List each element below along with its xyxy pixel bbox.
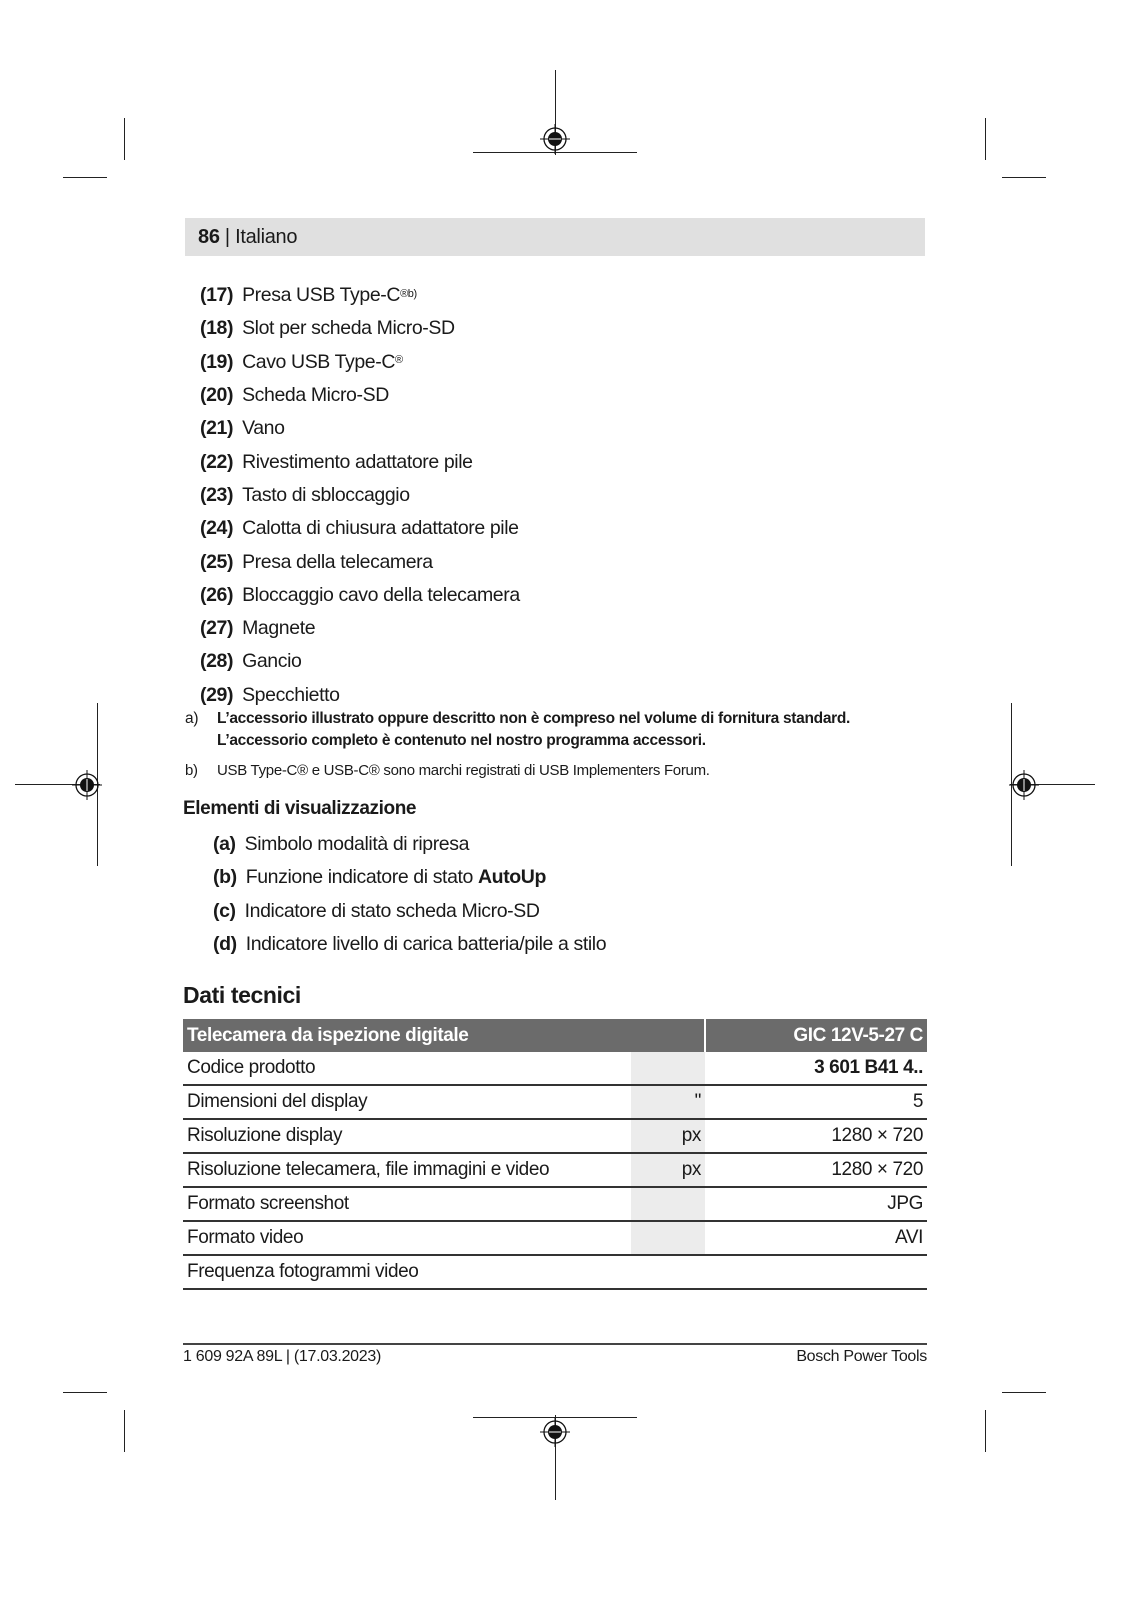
crop-mark xyxy=(124,1410,125,1452)
item-label: Presa della telecamera xyxy=(242,550,433,573)
header-separator: | xyxy=(224,226,230,248)
table-header-row xyxy=(183,1019,927,1052)
item-label: Gancio xyxy=(242,650,302,673)
page-header xyxy=(198,226,297,249)
table-row xyxy=(183,1085,927,1119)
tech-data-title: Dati tecnici xyxy=(183,982,301,1008)
item-index: (a) xyxy=(213,833,236,856)
list-item xyxy=(200,312,520,345)
footnote-label: a) xyxy=(185,710,199,727)
item-index: (27) xyxy=(200,617,234,640)
table-row xyxy=(183,1255,927,1289)
list-item xyxy=(200,645,520,678)
registration-target-icon xyxy=(1009,770,1039,800)
footnote-text: L’accessorio illustrato oppure descritto non è compreso nel volume di fornitura standard. xyxy=(217,710,851,727)
row-unit xyxy=(631,1187,705,1221)
display-elements-list xyxy=(213,828,606,961)
crop-mark xyxy=(1002,177,1046,178)
item-index: (20) xyxy=(200,384,234,407)
brand: Bosch Power Tools xyxy=(796,1348,927,1365)
list-item xyxy=(200,545,520,578)
item-label: Slot per scheda Micro-SD xyxy=(242,317,455,340)
table-header-product: Telecamera da ispezione digitale xyxy=(183,1019,705,1052)
item-index: (24) xyxy=(200,517,234,540)
footnote-text: USB Type-C® e USB-C® sono marchi registrati di USB Implementers Forum. xyxy=(217,762,710,779)
item-label: Indicatore di stato scheda Micro-SD xyxy=(244,899,540,922)
list-item xyxy=(200,679,520,712)
registration-target-icon xyxy=(540,124,570,154)
table-row xyxy=(183,1052,927,1085)
crop-mark xyxy=(1002,1392,1046,1393)
item-label: Specchietto xyxy=(242,683,340,706)
item-index: (23) xyxy=(200,483,234,506)
row-label: Codice prodotto xyxy=(183,1052,631,1085)
item-index: (b) xyxy=(213,866,237,889)
crop-mark xyxy=(63,1392,107,1393)
footnote-b xyxy=(185,762,710,779)
footnote-a xyxy=(185,710,850,728)
footnote-text: L’accessorio completo è contenuto nel nostro programma accessori. xyxy=(217,732,706,749)
row-value: JPG xyxy=(705,1187,927,1221)
item-index: (17) xyxy=(200,284,234,307)
crop-mark xyxy=(985,118,986,160)
row-label: Formato video xyxy=(183,1221,631,1255)
item-index: (26) xyxy=(200,583,234,606)
list-item xyxy=(200,279,520,312)
row-label: Risoluzione display xyxy=(183,1119,631,1153)
row-label: Dimensioni del display xyxy=(183,1085,631,1119)
row-unit xyxy=(631,1221,705,1255)
page-number: 86 xyxy=(198,226,220,248)
list-item xyxy=(200,512,520,545)
row-unit xyxy=(631,1052,705,1085)
item-label: Rivestimento adattatore pile xyxy=(242,450,473,473)
row-label: Formato screenshot xyxy=(183,1187,631,1221)
item-superscript: ®b) xyxy=(400,287,417,300)
crop-mark xyxy=(985,1410,986,1452)
list-item xyxy=(200,379,520,412)
item-label: Calotta di chiusura adattatore pile xyxy=(242,517,519,540)
list-item xyxy=(200,612,520,645)
registration-target-icon xyxy=(540,1417,570,1447)
row-unit: px xyxy=(631,1119,705,1153)
table-row xyxy=(183,1187,927,1221)
item-label: Magnete xyxy=(242,617,316,640)
registration-target-icon xyxy=(72,770,102,800)
component-list xyxy=(200,279,520,712)
item-index: (28) xyxy=(200,650,234,673)
list-item xyxy=(200,479,520,512)
item-superscript: ® xyxy=(395,354,403,367)
footnote-label: b) xyxy=(185,762,198,779)
row-value: 5 xyxy=(705,1085,927,1119)
list-item xyxy=(213,828,606,861)
item-index: (29) xyxy=(200,683,234,706)
table-row xyxy=(183,1153,927,1187)
list-item xyxy=(213,895,606,928)
item-label: Funzione indicatore di stato xyxy=(245,866,478,889)
item-index: (21) xyxy=(200,417,234,440)
item-label: Simbolo modalità di ripresa xyxy=(244,833,470,856)
item-index: (25) xyxy=(200,550,234,573)
page-footer xyxy=(183,1343,927,1366)
list-item xyxy=(213,861,606,894)
row-label: Risoluzione telecamera, file immagini e video xyxy=(183,1153,631,1187)
header-language: Italiano xyxy=(235,226,298,248)
row-value: 3 601 B41 4.. xyxy=(705,1052,927,1085)
row-value: 1280 × 720 xyxy=(705,1153,927,1187)
item-index: (19) xyxy=(200,350,234,373)
item-label: Bloccaggio cavo della telecamera xyxy=(242,583,520,606)
item-label: Tasto di sbloccaggio xyxy=(242,483,410,506)
item-index: (22) xyxy=(200,450,234,473)
crop-mark xyxy=(63,177,107,178)
item-label: Cavo USB Type-C xyxy=(242,350,396,373)
item-index: (18) xyxy=(200,317,234,340)
table-row xyxy=(183,1221,927,1255)
list-item xyxy=(213,928,606,961)
section-title: Elementi di visualizzazione xyxy=(183,798,417,819)
list-item xyxy=(200,412,520,445)
tech-data-table xyxy=(183,1019,927,1290)
list-item xyxy=(200,445,520,478)
item-label: Indicatore livello di carica batteria/pile a stilo xyxy=(245,933,607,956)
list-item xyxy=(200,346,520,379)
row-value: AVI xyxy=(705,1221,927,1255)
item-label-bold: AutoUp xyxy=(478,866,546,889)
row-unit: px xyxy=(631,1153,705,1187)
crop-mark xyxy=(124,118,125,160)
item-label: Presa USB Type-C xyxy=(242,284,401,307)
item-index: (d) xyxy=(213,933,237,956)
table-row xyxy=(183,1119,927,1153)
item-index: (c) xyxy=(213,899,236,922)
footnote-a-line2 xyxy=(185,732,706,750)
item-label: Vano xyxy=(242,417,285,440)
doc-code: 1 609 92A 89L | (17.03.2023) xyxy=(183,1348,381,1365)
list-item xyxy=(200,579,520,612)
row-unit: " xyxy=(631,1085,705,1119)
item-label: Scheda Micro-SD xyxy=(242,384,389,407)
row-label: Frequenza fotogrammi video xyxy=(183,1255,927,1289)
row-value: 1280 × 720 xyxy=(705,1119,927,1153)
table-header-model: GIC 12V-5-27 C xyxy=(705,1019,927,1052)
